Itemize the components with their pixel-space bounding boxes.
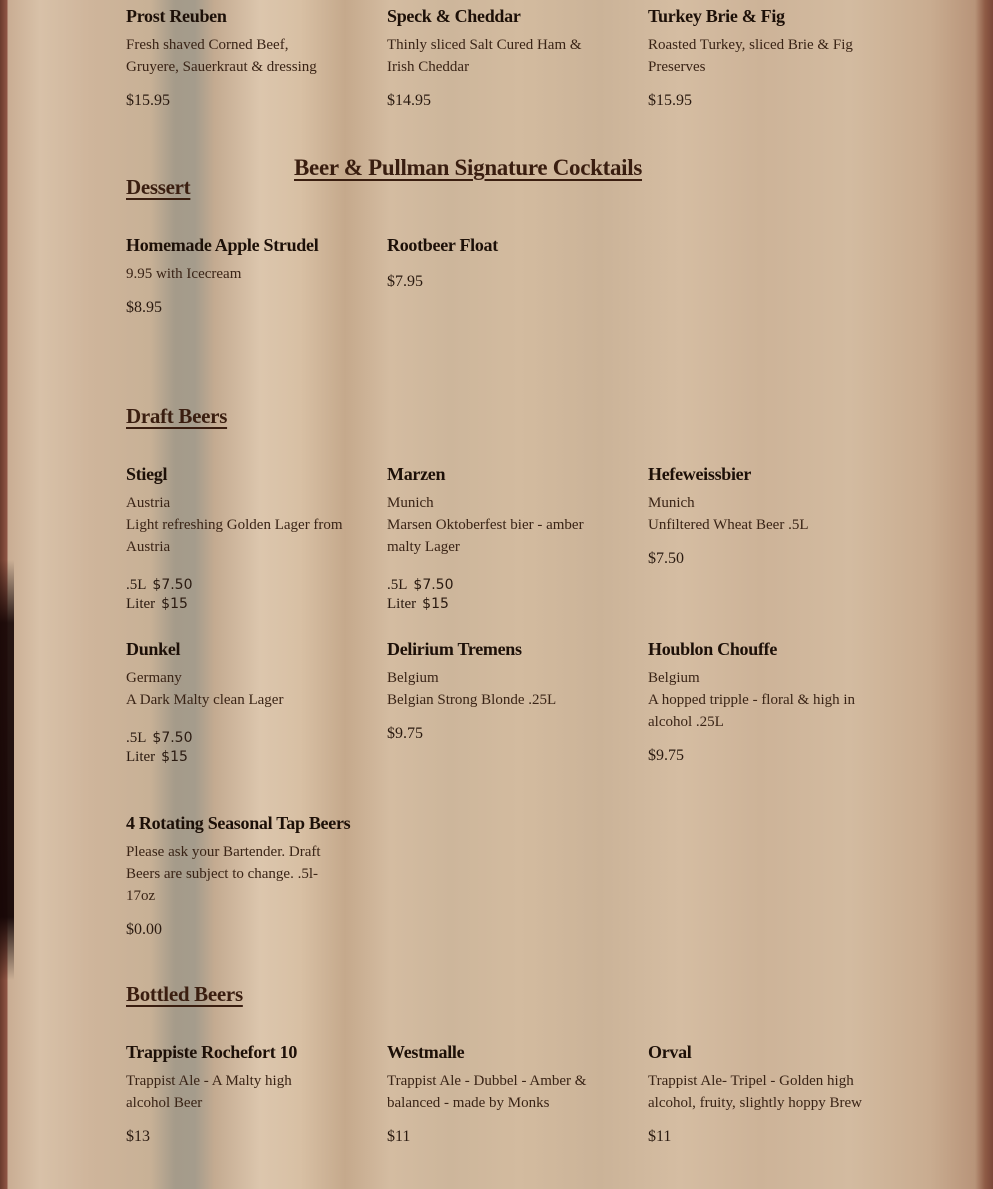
item-description: Roasted Turkey, sliced Brie & Fig Preserves [648, 37, 853, 75]
menu-item-orval [648, 1042, 878, 1145]
page-edge-shadow [0, 560, 14, 980]
menu-item-houblon-chouffe [648, 639, 878, 764]
item-name: 4 Rotating Seasonal Tap Beers [126, 813, 351, 833]
draft-beers-heading: Draft Beers [126, 404, 228, 428]
menu-item-rochefort-10 [126, 1042, 356, 1145]
item-name: Stiegl [126, 464, 168, 484]
menu-item-speck-cheddar [387, 6, 617, 109]
item-name: Homemade Apple Strudel [126, 235, 319, 255]
menu-item-dunkel [126, 639, 356, 765]
item-price: $0.00 [126, 921, 162, 938]
item-origin: Austria [126, 495, 171, 511]
item-origin: Belgium [387, 670, 439, 686]
item-name: Westmalle [387, 1042, 465, 1062]
bottled-beers-heading: Bottled Beers [126, 982, 243, 1006]
item-price: $8.95 [126, 299, 162, 316]
item-description: Belgian Strong Blonde .25L [387, 692, 557, 708]
menu-item-rotating-taps [126, 813, 356, 938]
size-price: $7.50 [152, 577, 193, 593]
dessert-heading: Dessert [126, 175, 191, 199]
menu-item-prost-reuben [126, 6, 356, 109]
menu-item-delirium-tremens [387, 639, 617, 742]
item-price: $11 [387, 1128, 411, 1145]
item-description: 9.95 with Icecream [126, 266, 242, 282]
item-description: Trappist Ale- Tripel - Golden high alcohol, fruity, slightly hoppy Brew [648, 1073, 862, 1111]
size-label: .5L [126, 577, 147, 593]
size-label: Liter [126, 596, 156, 612]
item-description: Please ask your Bartender. Draft Beers are subject to change. .5l- 17oz [126, 844, 321, 904]
menu-item-marzen [387, 464, 617, 612]
item-price: $7.50 [648, 550, 684, 567]
size-price-half-liter [387, 576, 454, 595]
menu-item-rootbeer-float [387, 235, 617, 290]
menu-item-turkey-brie-fig [648, 6, 878, 109]
item-name: Delirium Tremens [387, 639, 522, 659]
size-price-liter [126, 748, 188, 767]
size-label: .5L [387, 577, 408, 593]
item-name: Dunkel [126, 639, 181, 659]
cocktails-heading: Beer & Pullman Signature Cocktails [294, 155, 643, 180]
size-label: Liter [126, 749, 156, 765]
size-label: .5L [126, 730, 147, 746]
item-description: Trappist Ale - Dubbel - Amber & balanced - made by Monks [387, 1073, 587, 1111]
item-name: Hefeweissbier [648, 464, 752, 484]
item-description: Thinly sliced Salt Cured Ham & Irish Cheddar [387, 37, 582, 75]
size-price: $7.50 [413, 577, 454, 593]
menu-item-hefeweissbier [648, 464, 878, 567]
item-origin: Germany [126, 670, 182, 686]
item-price: $13 [126, 1128, 150, 1145]
size-price: $7.50 [152, 730, 193, 746]
item-price: $14.95 [387, 92, 431, 109]
size-price: $15 [161, 749, 188, 765]
item-name: Turkey Brie & Fig [648, 6, 785, 26]
item-description: Unfiltered Wheat Beer .5L [648, 517, 809, 533]
item-price: $9.75 [648, 747, 684, 764]
item-name: Speck & Cheddar [387, 6, 521, 26]
size-price: $15 [161, 596, 188, 612]
item-description: Trappist Ale - A Malty high alcohol Beer [126, 1073, 292, 1111]
item-price: $11 [648, 1128, 672, 1145]
menu-item-apple-strudel [126, 235, 356, 316]
item-price: $15.95 [648, 92, 692, 109]
item-description: A hopped tripple - floral & high in alcohol .25L [648, 692, 856, 730]
item-origin: Belgium [648, 670, 700, 686]
item-origin: Munich [387, 495, 434, 511]
menu-item-stiegl [126, 464, 356, 612]
item-description: Light refreshing Golden Lager from Austria [126, 517, 343, 555]
item-price: $15.95 [126, 92, 170, 109]
item-origin: Munich [648, 495, 695, 511]
item-name: Houblon Chouffe [648, 639, 778, 659]
item-name: Marzen [387, 464, 446, 484]
item-description: Marsen Oktoberfest bier - amber malty Lager [387, 517, 584, 555]
item-name: Orval [648, 1042, 692, 1062]
item-price: $7.95 [387, 273, 423, 290]
item-description: A Dark Malty clean Lager [126, 692, 284, 708]
item-name: Rootbeer Float [387, 235, 498, 255]
size-price-half-liter [126, 729, 193, 748]
item-name: Trappiste Rochefort 10 [126, 1042, 298, 1062]
size-price: $15 [422, 596, 449, 612]
size-label: Liter [387, 596, 417, 612]
size-price-liter [126, 595, 188, 614]
item-name: Prost Reuben [126, 6, 227, 26]
menu-item-westmalle [387, 1042, 617, 1145]
size-price-half-liter [126, 576, 193, 595]
item-price: $9.75 [387, 725, 423, 742]
item-description: Fresh shaved Corned Beef, Gruyere, Sauerkraut & dressing [126, 37, 317, 75]
size-price-liter [387, 595, 449, 614]
